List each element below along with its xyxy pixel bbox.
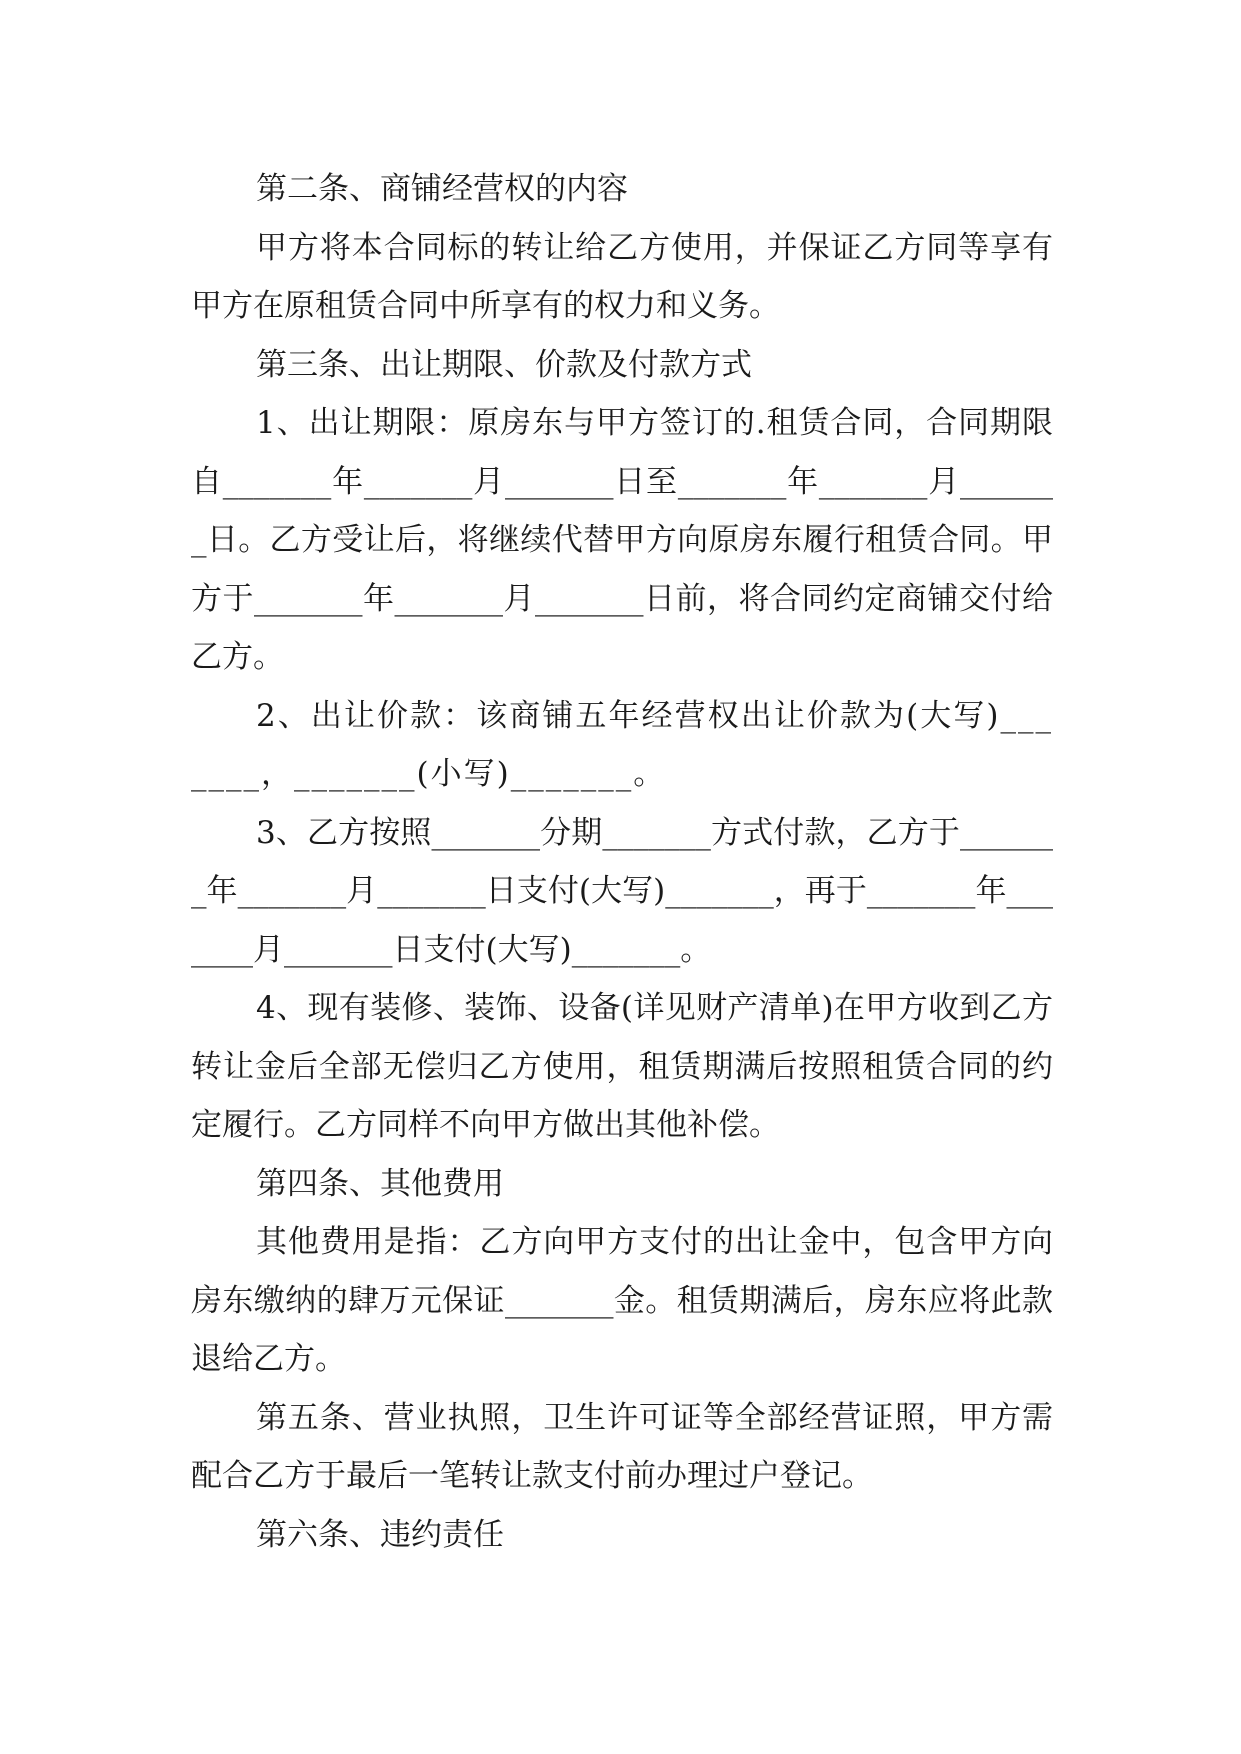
article-2-text: 甲方将本合同标的转让给乙方使用，并保证乙方同等享有甲方在原租赁合同中所享有的权力和义务。 — [191, 229, 1053, 324]
document-body — [191, 160, 1053, 1564]
clause-payment-method: 3、乙方按照_______分期_______方式付款，乙方于_______年_______月_______日支付(大写)_______，再于_______年_______月_______日支付(大写)_______。 — [191, 814, 1053, 968]
article-4-heading: 第四条、其他费用 — [256, 1165, 504, 1202]
clause-decoration-equipment: 4、现有装修、装饰、设备(详见财产清单)在甲方收到乙方转让金后全部无偿归乙方使用，租赁期满后按照租赁合同的约定履行。乙方同样不向甲方做出其他补偿。 — [191, 990, 1053, 1143]
article-3-heading: 第三条、出让期限、价款及付款方式 — [256, 346, 752, 383]
article-6-heading: 第六条、违约责任 — [256, 1516, 504, 1553]
article-2-heading: 第二条、商铺经营权的内容 — [256, 171, 628, 207]
article-4-text: 其他费用是指：乙方向甲方支付的出让金中，包含甲方向房东缴纳的肆万元保证_______金。租赁期满后，房东应将此款退给乙方。 — [191, 1224, 1053, 1377]
clause-transfer-period: 1、出让期限：原房东与甲方签订的.租赁合同，合同期限自_______年_______月_______日至_______年_______月_______日。乙方受让后，将继续代替甲方向原房东履行租赁合同。甲方于_______年_______月_______日前，将合同约定商铺交付给乙方。 — [191, 405, 1053, 675]
article-5-text: 第五条、营业执照，卫生许可证等全部经营证照，甲方需配合乙方于最后一笔转让款支付前办理过户登记。 — [191, 1399, 1053, 1494]
clause-transfer-price: 2、出让价款：该商铺五年经营权出让价款为(大写)_______，_______(小写)_______。 — [191, 697, 1053, 792]
